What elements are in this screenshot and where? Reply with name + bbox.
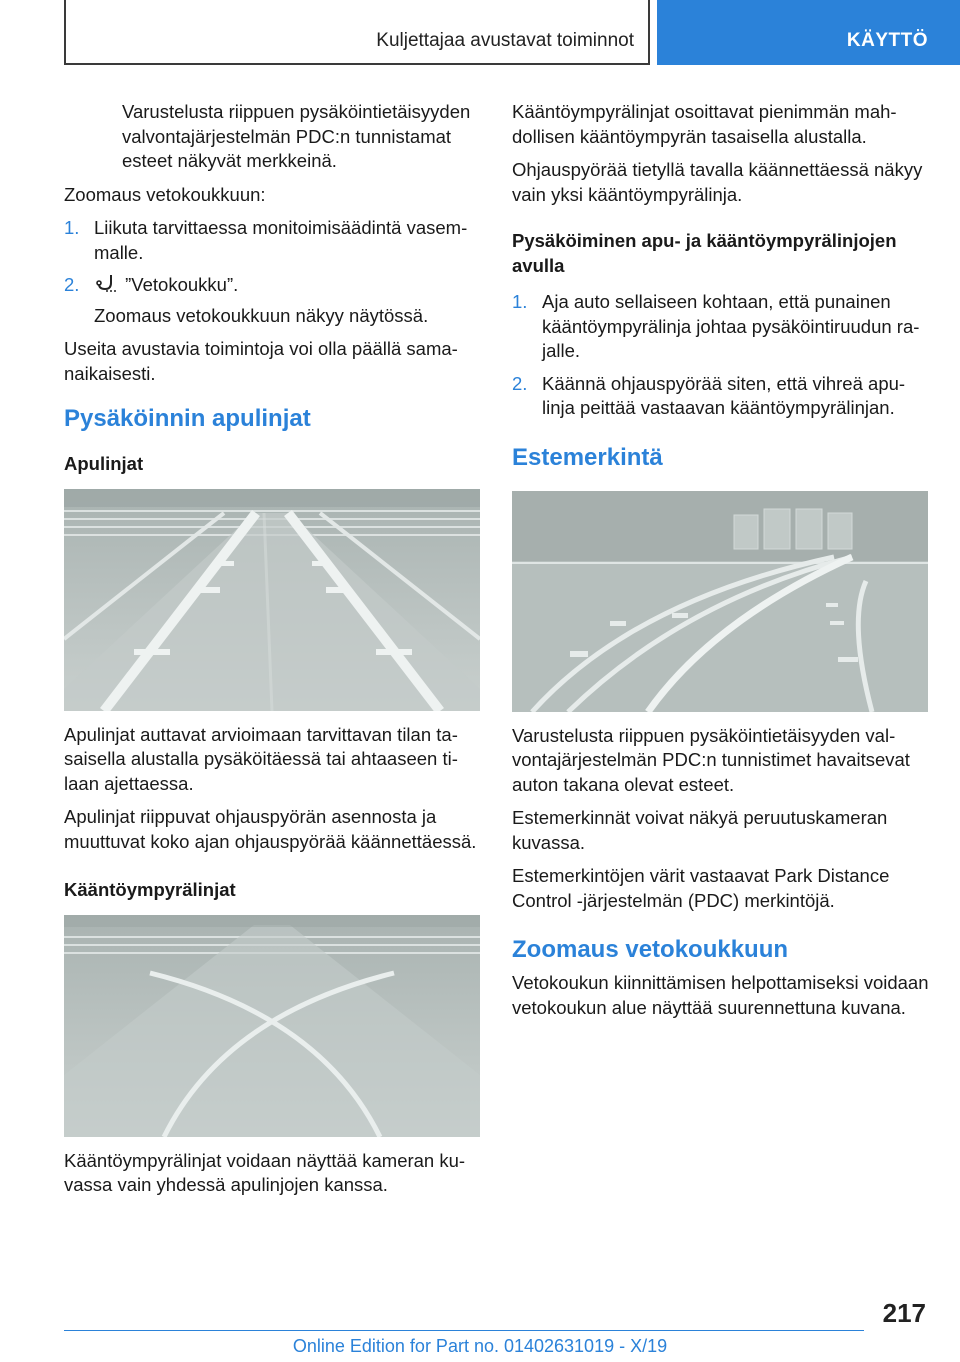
turning-paragraph-2: Ohjauspyörää tietyllä tavalla käännettäessä näkyy vain yksi kääntöympyrälinja. — [512, 159, 923, 205]
zoom-intro: Zoomaus vetokoukkuun: — [64, 183, 266, 205]
header-section-box — [64, 0, 650, 65]
heading-parking-guides: Pysäköinnin apulinjat — [64, 405, 311, 432]
subheading-turning-lines: Kääntöympyrälinjat — [64, 879, 236, 900]
step-text: ”Vetokoukku”. — [125, 274, 239, 295]
step-text: Käännä ohjauspyörää siten, että vihreä apulinja peittää vastaavan kääntöympyrälinjan. — [542, 372, 906, 418]
right-column — [512, 100, 930, 1029]
heading-zoom-tow-hook: Zoomaus vetokoukkuun — [512, 936, 789, 963]
step-item — [512, 372, 930, 421]
guides-paragraph-1: Apulinjat auttavat arvioimaan tarvittavan tilan tasaisella alustalla pysäköitäessä tai ahtaaseen tilaan ajettaessa. — [64, 723, 458, 794]
chapter-tab — [657, 0, 960, 65]
multi-assist-paragraph: Useita avustavia toimintoja voi olla päällä samanaikaisesti. — [64, 338, 458, 384]
heading-obstacle-marking: Estemerkintä — [512, 443, 663, 471]
step-result: Zoomaus vetokoukkuun näkyy näytössä. — [94, 304, 429, 326]
guides-paragraph-2: Apulinjat riippuvat ohjauspyörän asennosta ja muuttuvat koko ajan ohjauspyörää käännettäessä. — [64, 806, 477, 852]
turning-lines-paragraph: Kääntöympyrälinjat voidaan näyttää kameran kuvassa vain yhdessä apulinjojen kanssa. — [64, 1149, 466, 1195]
page-number: 217 — [882, 1298, 926, 1328]
obstacle-paragraph-2: Estemerkinnät voivat näkyä peruutuskameran kuvassa. — [512, 807, 888, 853]
obstacle-marking-figure — [512, 491, 928, 712]
turning-paragraph-1: Kääntöympyrälinjat osoittavat pienimmän mahdollisen kääntöympyrän tasaisella alustalla. — [512, 101, 897, 147]
header-section-title: Kuljettajaa avustavat toiminnot — [376, 30, 634, 51]
subheading-guides: Apulinjat — [64, 453, 144, 474]
obstacle-paragraph-1: Varustelusta riippuen pysäköintietäisyyden valvontajärjestelmän PDC:n tunnistimet havaitsevat auton takana olevat esteet. — [512, 724, 910, 795]
step-number: 2. — [64, 274, 80, 295]
step-number: 1. — [64, 217, 80, 238]
step-item — [64, 273, 482, 298]
edition-footer: Online Edition for Part no. 01402631019 - X/19 — [292, 1336, 668, 1356]
turning-lines-figure — [64, 915, 480, 1137]
zoom-paragraph: Vetokoukun kiinnittämisen helpottamiseksi voidaan vetokoukun alue näyttää suurennettuna kuvana. — [512, 972, 929, 1018]
obstacle-paragraph-3: Estemerkintöjen värit vastaavat Park Distance Control -järjestelmän (PDC) merkintöjä. — [512, 865, 890, 911]
chapter-tab-label: KÄYTTÖ — [846, 30, 928, 51]
left-column — [64, 100, 482, 1207]
step-text: Liikuta tarvittaessa monitoimisäädintä vasemmalle. — [94, 217, 468, 263]
tow-hook-icon — [94, 274, 120, 294]
footer-divider — [64, 1330, 864, 1331]
step-number: 2. — [512, 372, 528, 394]
step-text: Aja auto sellaiseen kohtaan, että punainen kääntöympyrälinja johtaa pysäköintiruudun rajalle. — [542, 291, 920, 361]
step-item — [512, 290, 930, 364]
guide-lines-figure — [64, 489, 480, 711]
step-number: 1. — [512, 291, 528, 312]
pdc-paragraph: Varustelusta riippuen pysäköintietäisyyden valvontajärjestelmän PDC:n tunnistamat esteet näkyvät merkkeinä. — [122, 101, 471, 171]
subheading-parking-with-lines: Pysäköiminen apu- ja kääntöympyrälinjojen avulla — [512, 230, 897, 276]
step-item — [64, 216, 482, 265]
